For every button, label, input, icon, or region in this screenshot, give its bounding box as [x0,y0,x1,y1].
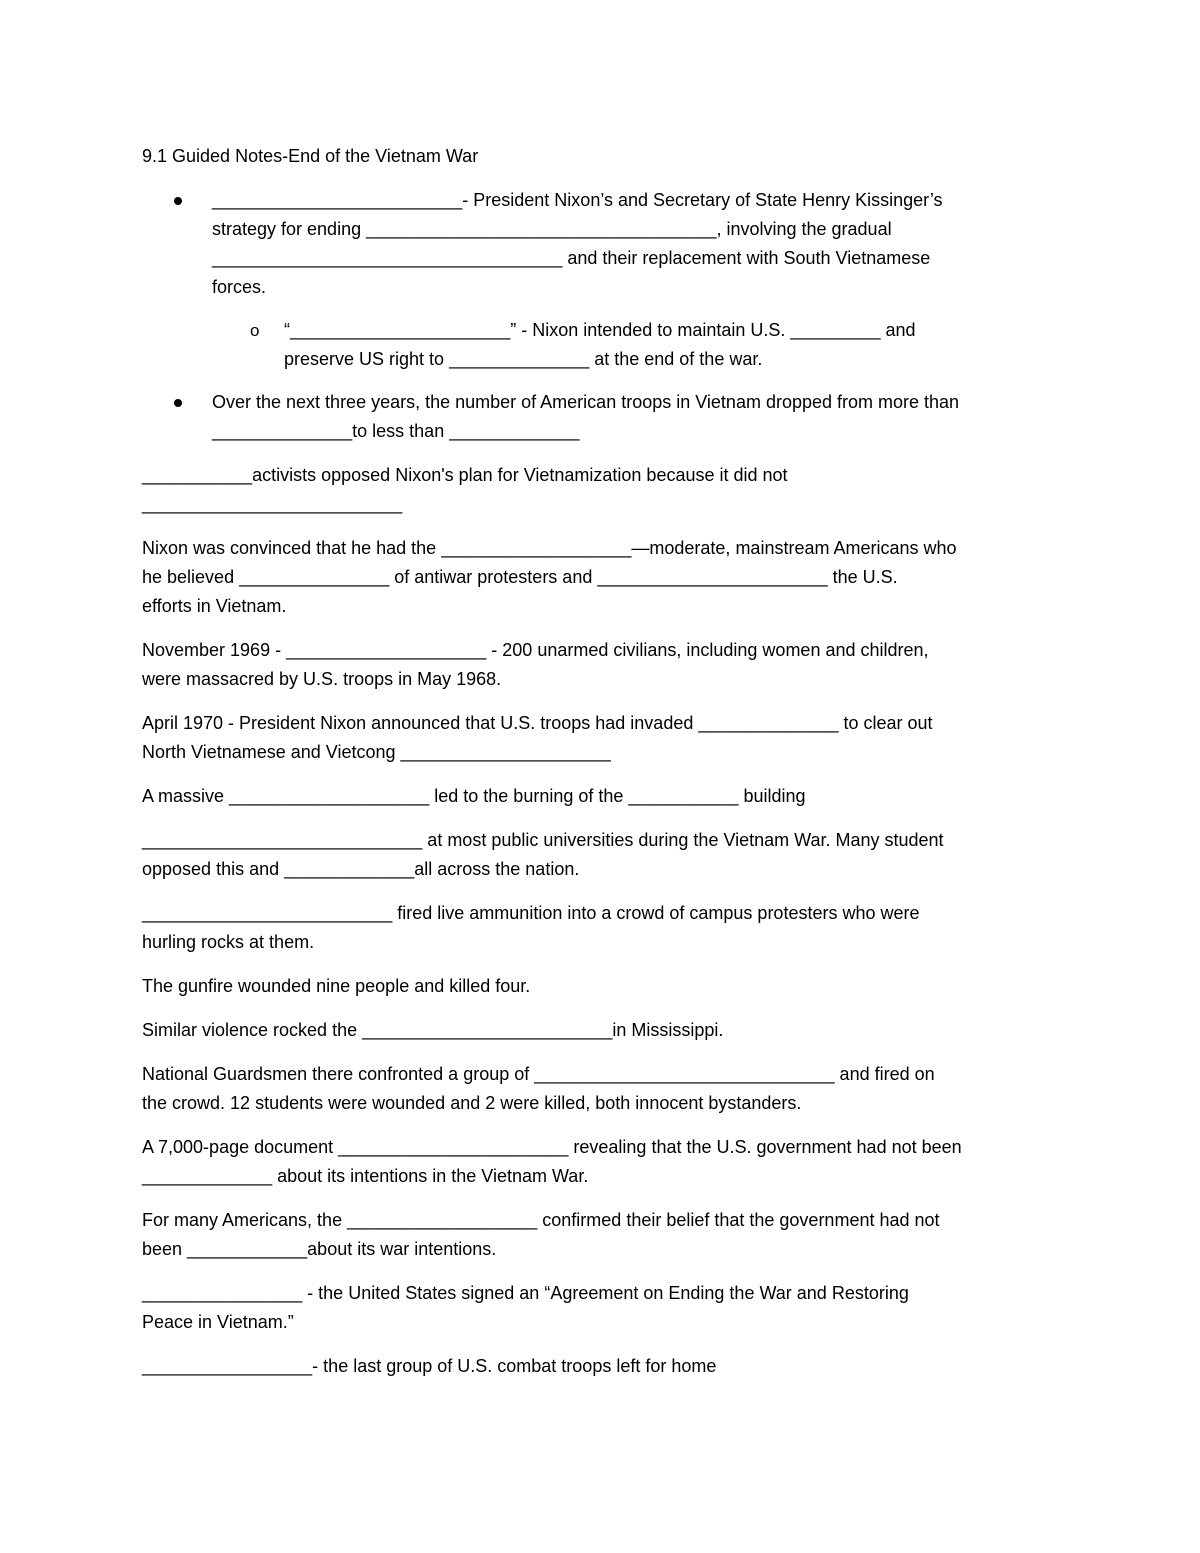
paragraph [142,1133,1072,1191]
text-line: forces. [212,277,267,297]
text-line: _________________- the last group of U.S. combat troops left for home [142,1356,717,1376]
text-line: Similar violence rocked the _________________________in Mississippi. [142,1020,724,1040]
text-line: hurling rocks at them. [142,932,315,952]
paragraph [142,1352,1072,1381]
paragraph [142,461,1072,519]
bullet-item [142,186,1072,302]
text-line: _________________________ fired live ammunition into a crowd of campus protesters who were [142,903,920,923]
text-line: Over the next three years, the number of American troops in Vietnam dropped from more than [212,392,960,412]
text-line: “______________________” - Nixon intended to maintain U.S. _________ and [284,320,916,340]
text-line: he believed _______________ of antiwar protesters and _______________________ the U.S. [142,567,898,587]
text-line: _____________ about its intentions in the Vietnam War. [142,1166,589,1186]
bullet-dot-icon [174,197,182,205]
text-line: ________________ - the United States signed an “Agreement on Ending the War and Restoring [142,1283,909,1303]
paragraph [142,636,1072,694]
text-line: ___________________________________ and their replacement with South Vietnamese [212,248,931,268]
text-line: The gunfire wounded nine people and killed four. [142,976,531,996]
text-line: A massive ____________________ led to the burning of the ___________ building [142,786,806,806]
page-title: 9.1 Guided Notes-End of the Vietnam War [142,146,479,166]
paragraph [142,972,1072,1001]
text-line: _________________________- President Nixon’s and Secretary of State Henry Kissinger’s [212,190,943,210]
sub-bullet-marker: o [250,321,260,340]
text-line: Peace in Vietnam.” [142,1312,294,1332]
paragraph [142,1060,1072,1118]
sub-bullet-item [214,316,1072,374]
text-line: opposed this and _____________all across the nation. [142,859,580,879]
paragraph [142,534,1072,621]
text-line: ____________________________ at most public universities during the Vietnam War. Many student [142,830,944,850]
text-line: ___________activists opposed Nixon's plan for Vietnamization because it did not [142,465,788,485]
text-line: were massacred by U.S. troops in May 1968. [142,669,502,689]
text-line: preserve US right to ______________ at the end of the war. [284,349,763,369]
text-line: the crowd. 12 students were wounded and 2 were killed, both innocent bystanders. [142,1093,802,1113]
paragraph [142,899,1072,957]
paragraph [142,1206,1072,1264]
text-line: __________________________ [142,494,403,514]
text-line: April 1970 - President Nixon announced that U.S. troops had invaded ______________ to clear out [142,713,933,733]
text-line: Nixon was convinced that he had the ___________________—moderate, mainstream Americans who [142,538,957,558]
bullet-dot-icon [174,399,182,407]
bullet-list [142,186,1072,460]
text-line: been ____________about its war intentions. [142,1239,497,1259]
paragraph [142,1279,1072,1337]
text-line: strategy for ending ___________________________________, involving the gradual [212,219,892,239]
text-line: ______________to less than _____________ [212,421,580,441]
paragraph [142,709,1072,767]
paragraph [142,1016,1072,1045]
paragraph [142,782,1072,811]
paragraph-list [142,461,1072,1396]
text-line: A 7,000-page document _______________________ revealing that the U.S. government had not been [142,1137,962,1157]
bullet-item [142,388,1072,446]
paragraph [142,826,1072,884]
text-line: November 1969 - ____________________ - 200 unarmed civilians, including women and children, [142,640,929,660]
text-line: For many Americans, the ___________________ confirmed their belief that the government had not [142,1210,940,1230]
text-line: efforts in Vietnam. [142,596,287,616]
text-line: North Vietnamese and Vietcong _____________________ [142,742,611,762]
text-line: National Guardsmen there confronted a group of ______________________________ and fired on [142,1064,935,1084]
